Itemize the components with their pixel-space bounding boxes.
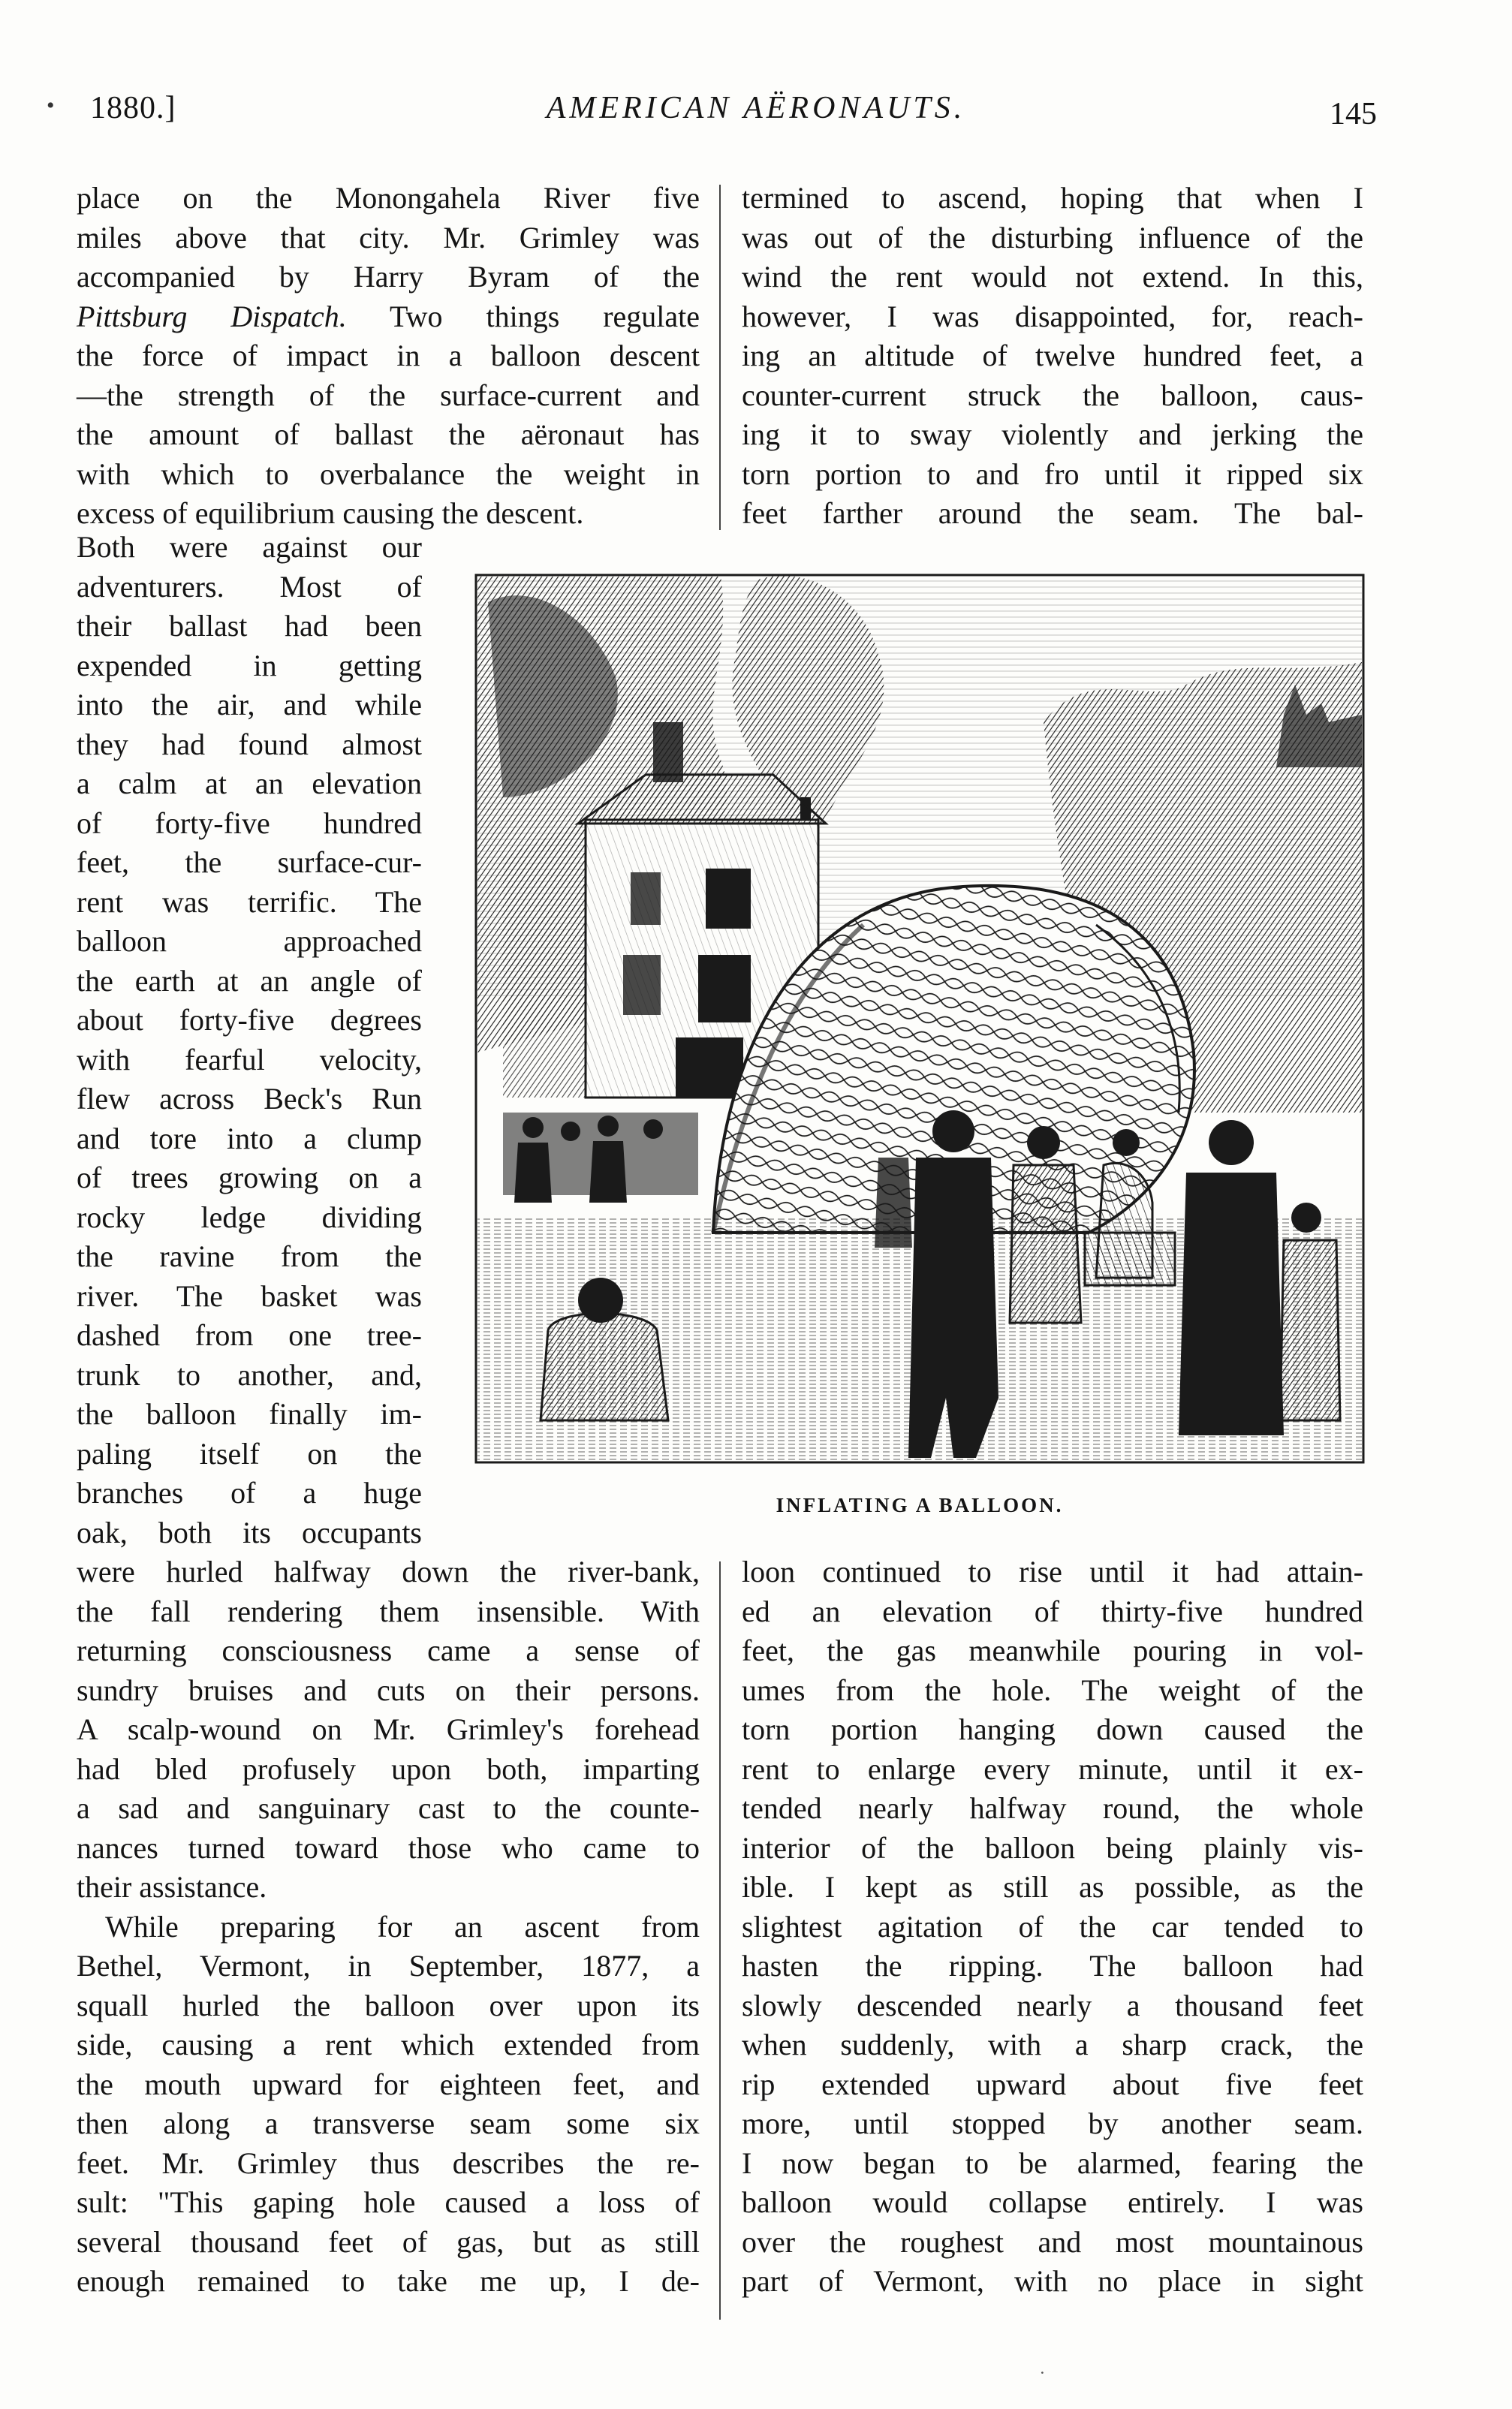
text-line: branches of a huge <box>77 1476 422 1510</box>
text-line: feet farther around the seam. The bal- <box>742 496 1363 530</box>
text-line: excess of equilibrium causing the descent. <box>77 496 584 530</box>
text-line: counter-current struck the balloon, caus- <box>742 378 1363 412</box>
text-line: Bethel, Vermont, in September, 1877, a <box>77 1949 700 1983</box>
text-line: ing it to sway violently and jerking the <box>742 417 1363 451</box>
text-line: rent was terrific. The <box>77 884 422 919</box>
text-line: wind the rent would not extend. In this, <box>742 260 1363 294</box>
running-head-title: AMERICAN AËRONAUTS. <box>546 91 966 125</box>
text-line: the amount of ballast the aëronaut has <box>77 417 700 451</box>
text-line: enough remained to take me up, I de- <box>77 2264 700 2298</box>
text-line: then along a transverse seam some six <box>77 2106 700 2140</box>
text-line: had bled profusely upon both, imparting <box>77 1751 700 1786</box>
figure-caption: INFLATING A BALLOON. <box>776 1494 1064 1516</box>
text-line: nances turned toward those who came to <box>77 1830 700 1865</box>
text-line: several thousand feet of gas, but as still <box>77 2224 700 2259</box>
text-line: miles above that city. Mr. Grimley was <box>77 220 700 254</box>
text-line: expended in getting <box>77 648 422 682</box>
running-head-year: 1880.] <box>90 91 176 125</box>
newspaper-title: Pittsburg Dispatch. <box>77 299 347 333</box>
text-line: I now began to be alarmed, fearing the <box>742 2146 1363 2180</box>
text-line: a sad and sanguinary cast to the counte- <box>77 1791 700 1825</box>
text-line: into the air, and while <box>77 688 422 721</box>
text-line: A scalp-wound on Mr. Grimley's forehead <box>77 1712 700 1746</box>
right-column-top <box>742 179 1363 534</box>
text-line: oak, both its occupants <box>77 1515 422 1549</box>
text-line: they had found almost <box>77 727 422 761</box>
balloon-illustration <box>473 572 1366 1465</box>
text-line: the ravine from the <box>77 1239 422 1273</box>
left-column-top <box>77 179 700 534</box>
text-line: place on the Monongahela River five <box>77 181 700 215</box>
text-line: umes from the hole. The weight of the <box>742 1673 1363 1707</box>
text-line: feet, the surface-cur- <box>77 845 422 879</box>
text-line: of trees growing on a <box>77 1161 422 1194</box>
text-line: termined to ascend, hoping that when I <box>742 181 1363 215</box>
text-line: rent to enlarge every minute, until it ex- <box>742 1751 1363 1786</box>
text-line: trunk to another, and, <box>77 1357 422 1392</box>
text-line: and tore into a clump <box>77 1121 422 1155</box>
column-rule-bottom <box>719 1561 721 2320</box>
text-line: squall hurled the balloon over upon its <box>77 1988 700 2022</box>
text-line: with which to overbalance the weight in <box>77 456 700 491</box>
text-line: loon continued to rise until it had attain- <box>742 1555 1363 1588</box>
text-line: torn portion to and fro until it ripped six <box>742 456 1363 491</box>
text-line: more, until stopped by another seam. <box>742 2106 1363 2140</box>
text-line: sult: "This gaping hole caused a loss of <box>77 2185 700 2219</box>
text-line: returning consciousness came a sense of <box>77 1634 700 1667</box>
text-line: a calm at an elevation <box>77 766 422 800</box>
text-line: with fearful velocity, <box>77 1042 422 1077</box>
text-line: flew across Beck's Run <box>77 1082 422 1116</box>
text-line: interior of the balloon being plainly vis- <box>742 1830 1363 1865</box>
text-line: side, causing a rent which extended from <box>77 2028 700 2061</box>
text-line: feet, the gas meanwhile pouring in vol- <box>742 1634 1363 1667</box>
text-line: their assistance. <box>77 1870 267 1904</box>
text-line: part of Vermont, with no place in sight <box>742 2264 1363 2298</box>
text-line: the balloon finally im- <box>77 1397 422 1431</box>
text-line: the mouth upward for eighteen feet, and <box>77 2067 700 2101</box>
text-line: the force of impact in a balloon descent <box>77 339 700 372</box>
text-line: river. The basket was <box>77 1278 422 1313</box>
text-line: balloon would collapse entirely. I was <box>742 2185 1363 2219</box>
column-rule-top <box>719 185 721 530</box>
text-line: ed an elevation of thirty-five hundred <box>742 1594 1363 1628</box>
text-line: hasten the ripping. The balloon had <box>742 1949 1363 1983</box>
text-line: dashed from one tree- <box>77 1318 422 1352</box>
text-line: about forty-five degrees <box>77 1003 422 1037</box>
text-line: Both were against our <box>77 530 422 564</box>
text-line: the earth at an angle of <box>77 963 422 998</box>
text-line: balloon approached <box>77 924 422 958</box>
wrap-column <box>77 528 422 1552</box>
text-line: accompanied by Harry Byram of the <box>77 260 700 294</box>
text-line: slightest agitation of the car tended to <box>742 1909 1363 1944</box>
text-fragment: Two things regulate <box>390 299 700 333</box>
text-line: rocky ledge dividing <box>77 1200 422 1234</box>
text-line: when suddenly, with a sharp crack, the <box>742 2028 1363 2061</box>
page-number: 145 <box>1330 97 1377 131</box>
text-line: ing an altitude of twelve hundred feet, a <box>742 339 1363 372</box>
text-line: the fall rendering them insensible. With <box>77 1594 700 1628</box>
text-line: sundry bruises and cuts on their persons. <box>77 1673 700 1707</box>
text-line: paling itself on the <box>77 1436 422 1471</box>
text-line: of forty-five hundred <box>77 806 422 840</box>
text-line: ible. I kept as still as possible, as the <box>742 1870 1363 1904</box>
margin-mark: • <box>47 93 55 118</box>
text-line: slowly descended nearly a thousand feet <box>742 1988 1363 2022</box>
text-line: over the roughest and most mountainous <box>742 2224 1363 2259</box>
text-line: were hurled halfway down the river-bank, <box>77 1555 700 1588</box>
text-line: adventurers. Most of <box>77 569 422 604</box>
engraving-svg <box>473 572 1366 1465</box>
text-line: feet. Mr. Grimley thus describes the re- <box>77 2146 700 2180</box>
text-line: While preparing for an ascent from <box>105 1909 700 1944</box>
text-line: tended nearly halfway round, the whole <box>742 1791 1363 1825</box>
text-line <box>77 297 700 337</box>
text-line: —the strength of the surface-current and <box>77 378 700 412</box>
running-head <box>0 90 1512 135</box>
text-line: however, I was disappointed, for, reach- <box>742 299 1363 333</box>
text-line: their ballast had been <box>77 609 422 643</box>
text-line: torn portion hanging down caused the <box>742 1712 1363 1746</box>
crowd-left <box>503 1113 698 1203</box>
margin-speck: ˙ <box>1039 2368 1046 2389</box>
text-line: was out of the disturbing influence of the <box>742 220 1363 254</box>
text-line: rip extended upward about five feet <box>742 2067 1363 2101</box>
left-column-bottom <box>77 1552 700 2302</box>
right-column-bottom <box>742 1552 1363 2302</box>
